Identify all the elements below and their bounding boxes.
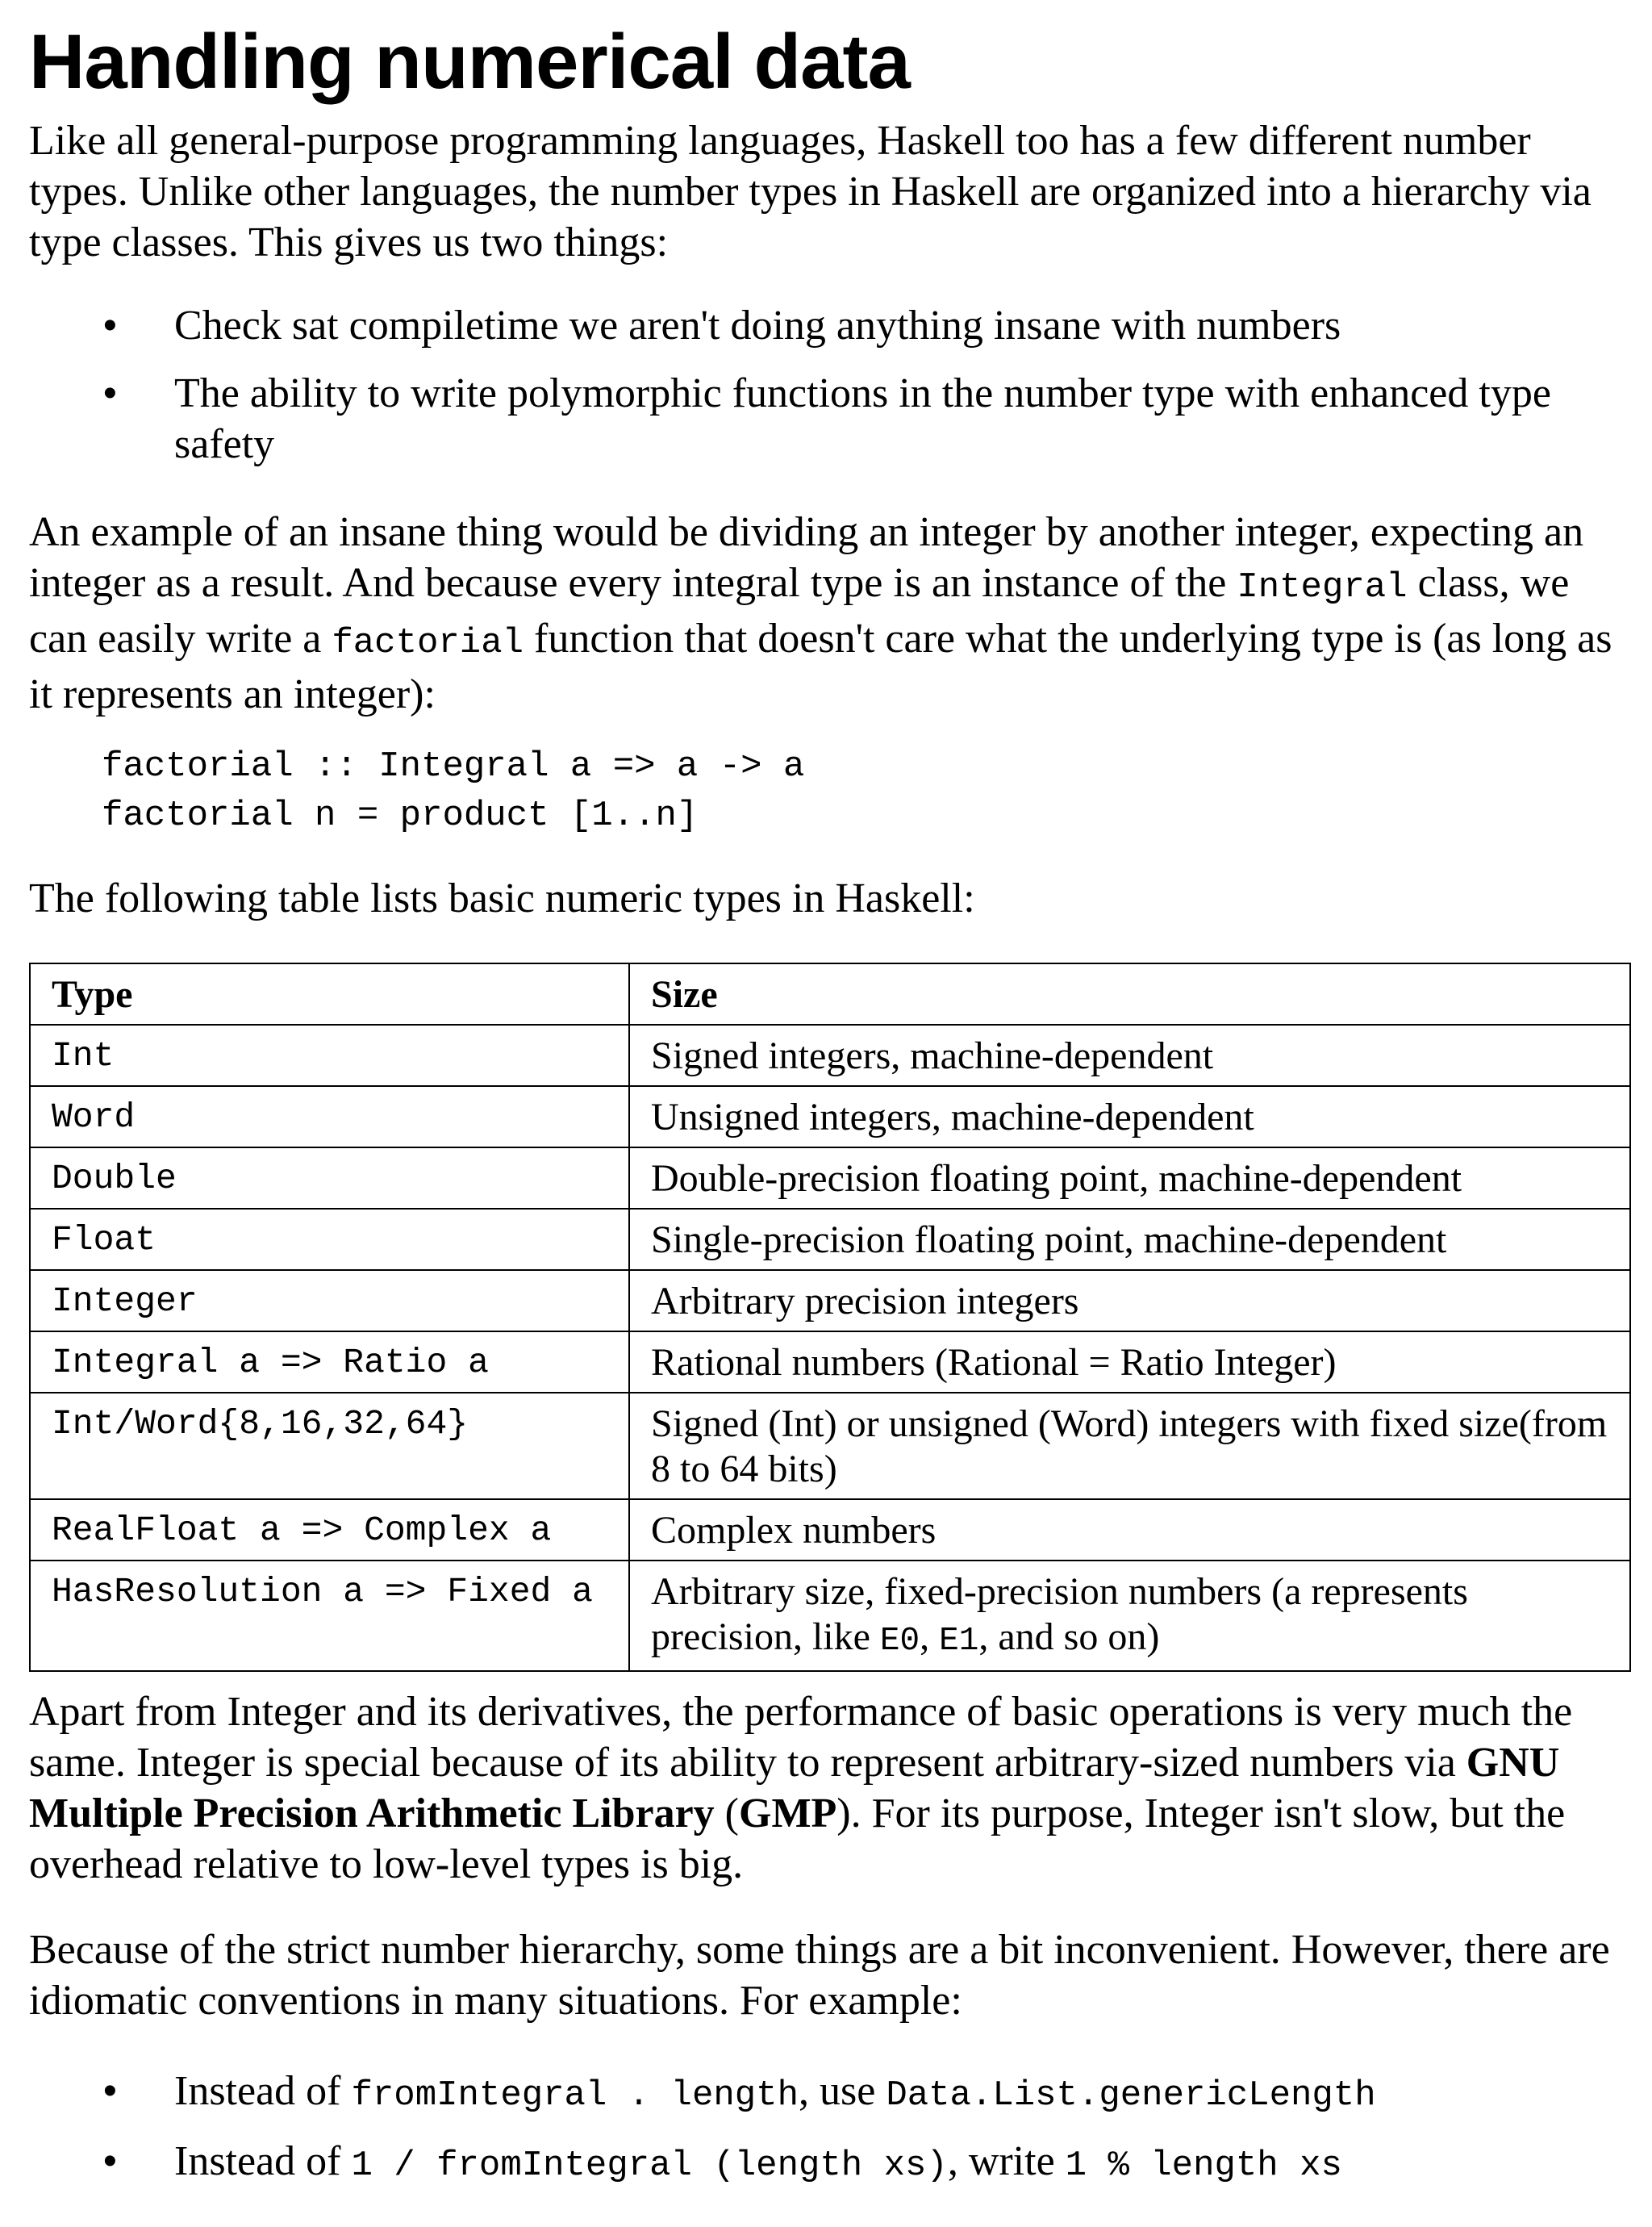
table-header-row [30,963,1630,1025]
performance-paragraph [29,1686,1629,1890]
list-item: • Check sat compiletime we aren't doing anything insane with numbers [29,300,1629,351]
inline-code-e0: E0 [879,1623,920,1660]
header-type: Type [30,963,629,1025]
code-line: factorial n = product [1..n] [102,796,699,836]
tips-list [29,2066,1629,2206]
inline-code-integral: Integral [1237,567,1408,608]
type-cell: Word [30,1086,629,1147]
size-cell: Arbitrary precision integers [629,1270,1630,1331]
inline-code: fromIntegral . length [351,2075,799,2116]
table-row [30,1147,1630,1209]
type-cell: Integral a => Ratio a [30,1331,629,1393]
table-row [30,1025,1630,1086]
text-run: ( [714,1790,739,1836]
text-run: ). For its purpose, Integer isn't slow, but the overhead relative to low-level types is big. [29,1790,1566,1887]
table-row [30,1331,1630,1393]
benefits-list [29,300,1629,487]
text-run: , and so on) [978,1615,1160,1658]
size-cell [629,1561,1630,1671]
hierarchy-paragraph: Because of the strict number hierarchy, some things are a bit inconvenient. However, there are idiomatic conventions in many situations. For example: [29,1927,1610,2024]
type-cell: Int/Word{8,16,32,64} [30,1393,629,1499]
text-run: Arbitrary size, fixed-precision numbers (a represents precision, like [651,1570,1468,1658]
type-cell: Float [30,1209,629,1270]
inline-code: 1 / fromIntegral (length xs) [351,2146,948,2186]
code-block [102,742,804,841]
text-run: , use [798,2068,886,2114]
inline-code: 1 % length xs [1065,2146,1342,2186]
size-cell: Double-precision floating point, machine-dependent [629,1147,1630,1209]
type-cell: Int [30,1025,629,1086]
size-cell: Complex numbers [629,1499,1630,1561]
text-run: function that doesn't care what the underlying type is (as long as it represents an integer): [29,616,1612,717]
code-line: factorial :: Integral a => a -> a [102,746,805,787]
intro-paragraph: Like all general-purpose programming languages, Haskell too has a few different number types. Unlike other languages, the number types in Haskell are organized into a hierarchy via type classes. This gives us two things: [29,118,1592,265]
text-run: class, we can easily write a [29,560,1570,662]
text-run: Instead of [174,2068,352,2114]
size-cell: Single-precision floating point, machine-dependent [629,1209,1630,1270]
inline-code: Data.List.genericLength [886,2075,1376,2116]
type-cell: Double [30,1147,629,1209]
text-run: , write [947,2138,1066,2184]
size-cell: Rational numbers (Rational = Ratio Integer) [629,1331,1630,1393]
list-item [29,2136,1629,2191]
text-run: , [920,1615,940,1658]
inline-code-factorial: factorial [332,623,524,663]
section-title: Handling numerical data [29,19,910,105]
bold-term: GNU Multiple Precision Arithmetic Library [29,1740,1560,1836]
inline-code-e1: E1 [939,1623,979,1660]
table-row [30,1561,1630,1671]
table-row [30,1209,1630,1270]
table-row [30,1086,1630,1147]
size-cell: Signed integers, machine-dependent [629,1025,1630,1086]
table-row [30,1499,1630,1561]
list-item [29,2066,1629,2121]
text-run: An example of an insane thing would be dividing an integer by another integer, expecting an integer as a result. And because every integral type is an instance of the [29,509,1584,606]
type-cell: Integer [30,1270,629,1331]
size-cell: Unsigned integers, machine-dependent [629,1086,1630,1147]
table-row [30,1270,1630,1331]
example-paragraph [29,507,1629,720]
header-size: Size [629,963,1630,1025]
table-intro: The following table lists basic numeric types in Haskell: [29,875,975,921]
size-cell: Signed (Int) or unsigned (Word) integers with fixed size(from 8 to 64 bits) [629,1393,1630,1499]
bold-term: GMP [739,1790,837,1836]
text-run: Instead of [174,2138,352,2184]
numeric-types-table [29,963,1631,1672]
table-row [30,1393,1630,1499]
type-cell: RealFloat a => Complex a [30,1499,629,1561]
type-cell: HasResolution a => Fixed a [30,1561,629,1671]
list-item: • The ability to write polymorphic functions in the number type with enhanced type safety [29,368,1629,470]
text-run: Apart from Integer and its derivatives, the performance of basic operations is very much the same. Integer is special because of its ability to represent arbitrary-sized numbers via [29,1689,1573,1786]
